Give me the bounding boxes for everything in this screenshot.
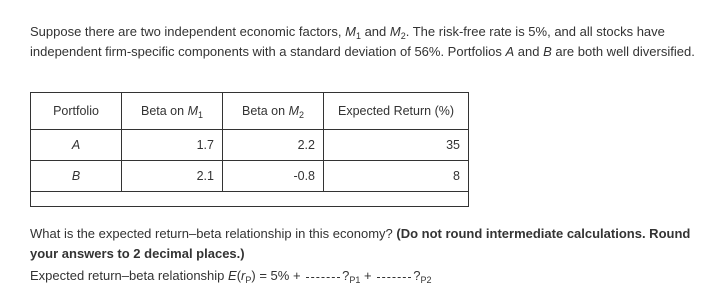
factor-m1: M bbox=[345, 24, 356, 39]
paren: ( bbox=[236, 268, 242, 283]
cell-expected: 35 bbox=[324, 130, 469, 161]
table-row bbox=[31, 161, 469, 192]
cell-beta2: 2.2 bbox=[223, 130, 324, 161]
expected-symbol: E bbox=[228, 268, 237, 283]
portfolio-table bbox=[30, 92, 469, 207]
cell-expected: 8 bbox=[324, 161, 469, 192]
answer-input-1[interactable] bbox=[306, 267, 340, 278]
intro-text: . The risk-free rate is 5%, and all stocks have independent firm-specific components with a standard deviation of 56%. Portfolios bbox=[30, 24, 665, 59]
factor-m2-sub: 2 bbox=[400, 31, 406, 41]
header-sub: 1 bbox=[197, 110, 203, 120]
cell-beta1: 2.1 bbox=[122, 161, 223, 192]
problem-statement bbox=[30, 22, 695, 61]
header-portfolio: Portfolio bbox=[31, 93, 122, 130]
header-expected-return: Expected Return (%) bbox=[324, 93, 469, 130]
header-beta-m2 bbox=[223, 93, 324, 130]
question-text: What is the expected return–beta relationship in this economy? bbox=[30, 226, 397, 241]
header-var: M bbox=[187, 104, 198, 118]
factor-m2: M bbox=[389, 24, 401, 39]
answer-input-2[interactable] bbox=[377, 267, 411, 278]
question bbox=[30, 224, 700, 263]
return-symbol: r bbox=[241, 268, 246, 283]
help-marker-2[interactable]: ? bbox=[413, 268, 421, 283]
intro-text: and bbox=[360, 24, 390, 39]
cell-beta2: -0.8 bbox=[223, 161, 324, 192]
answer-line bbox=[30, 266, 431, 285]
table-row bbox=[31, 130, 469, 161]
portfolio-b-ref: B bbox=[543, 43, 552, 59]
empty-cell bbox=[31, 192, 469, 207]
equation-text: = 5% + bbox=[255, 268, 305, 283]
intro-text: Suppose there are two independent economic factors, bbox=[30, 24, 346, 39]
plus-sign: + bbox=[360, 268, 376, 283]
header-text: Beta on bbox=[241, 104, 289, 118]
intro-text: and bbox=[514, 43, 544, 59]
paren: ) bbox=[251, 268, 256, 283]
intro-text: are both well diversified. bbox=[551, 43, 695, 59]
factor-m1-sub: 1 bbox=[355, 31, 361, 41]
question-instructions: (Do not round intermediate calculations. Round your answers to 2 decimal places.) bbox=[30, 226, 691, 261]
header-sub: 2 bbox=[298, 110, 304, 120]
beta-sub-p2: P2 bbox=[420, 275, 432, 285]
table-header-row bbox=[31, 93, 469, 130]
cell-beta1: 1.7 bbox=[122, 130, 223, 161]
header-var: M bbox=[288, 104, 299, 118]
help-marker-1[interactable]: ? bbox=[342, 268, 350, 283]
answer-label: Expected return–beta relationship bbox=[30, 268, 229, 283]
table-empty-row bbox=[31, 192, 469, 207]
portfolio-a-ref: A bbox=[505, 43, 515, 59]
cell-portfolio: B bbox=[31, 161, 122, 192]
cell-portfolio: A bbox=[31, 130, 122, 161]
return-sub: P bbox=[245, 275, 252, 285]
beta-sub-p1: P1 bbox=[349, 275, 361, 285]
header-beta-m1 bbox=[122, 93, 223, 130]
header-text: Beta on bbox=[140, 104, 188, 118]
